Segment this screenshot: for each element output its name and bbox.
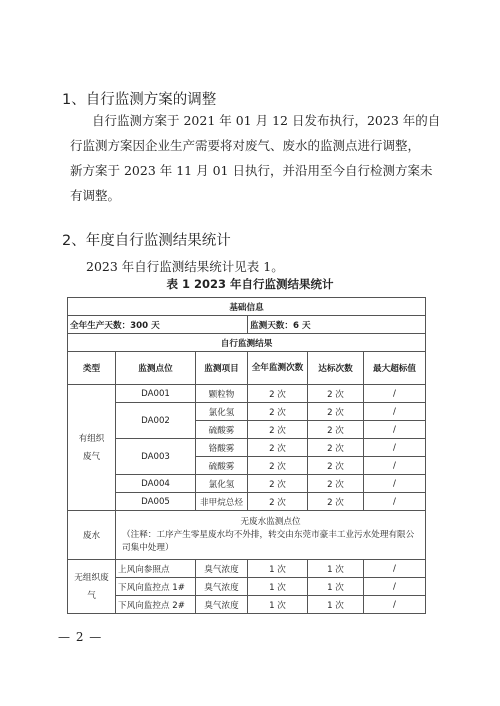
page-number: — 2 — [58, 630, 103, 644]
col-header-item: 监测项目 [196, 352, 248, 385]
pass-cell: 1 次 [308, 578, 364, 596]
times-cell: 2 次 [248, 421, 308, 439]
point-da001: DA001 [116, 385, 196, 403]
table-row [68, 385, 426, 403]
col-header-max: 最大超标值 [364, 352, 426, 385]
max-cell: / [364, 439, 426, 457]
point-downwind-1: 下风向监控点 1# [116, 578, 196, 596]
item-cell: 氯化氢 [196, 475, 248, 493]
section-2-intro: 2023 年自行监测结果统计见表 1。 [86, 259, 284, 274]
type-organized: 有组织废气 [68, 385, 116, 511]
wastewater-note-line-1: 无废水监测点位 [240, 516, 301, 527]
point-upwind: 上风向参照点 [116, 560, 196, 578]
table-row [68, 439, 426, 457]
item-cell: 臭气浓度 [196, 560, 248, 578]
pass-cell: 2 次 [308, 385, 364, 403]
col-header-pass: 达标次数 [308, 352, 364, 385]
times-cell: 2 次 [248, 439, 308, 457]
point-downwind-2: 下风向监控点 2# [116, 596, 196, 614]
max-cell: / [364, 560, 426, 578]
results-table [67, 297, 426, 614]
times-cell: 2 次 [248, 385, 308, 403]
item-cell: 颗粒物 [196, 385, 248, 403]
section-1-line-4: 有调整。 [70, 188, 121, 203]
max-cell: / [364, 578, 426, 596]
point-da005: DA005 [116, 493, 196, 511]
table-row [68, 316, 426, 334]
section-1-heading: 1、自行监测方案的调整 [62, 92, 217, 108]
basic-info-header: 基础信息 [68, 298, 426, 316]
monitoring-days: 监测天数：6 天 [248, 316, 426, 334]
pass-cell: 2 次 [308, 457, 364, 475]
table-row [68, 298, 426, 316]
pass-cell: 1 次 [308, 560, 364, 578]
table-row [68, 403, 426, 421]
section-1-line-2: 行监测方案因企业生产需要将对废气、废水的监测点进行调整， [70, 138, 421, 153]
point-da004: DA004 [116, 475, 196, 493]
point-da003: DA003 [116, 439, 196, 475]
pass-cell: 2 次 [308, 421, 364, 439]
production-days: 全年生产天数：300 天 [68, 316, 248, 334]
pass-cell: 2 次 [308, 493, 364, 511]
item-cell: 氯化氢 [196, 403, 248, 421]
item-cell: 臭气浓度 [196, 578, 248, 596]
point-da002: DA002 [116, 403, 196, 439]
max-cell: / [364, 421, 426, 439]
times-cell: 2 次 [248, 457, 308, 475]
results-header: 自行监测结果 [68, 334, 426, 352]
section-1-line-3: 新方案于 2023 年 11 月 01 日执行，并沿用至今自行检测方案未 [70, 163, 433, 178]
times-cell: 1 次 [248, 560, 308, 578]
table-header-row [68, 352, 426, 385]
section-2-heading: 2、年度自行监测结果统计 [62, 233, 231, 249]
item-cell: 非甲烷总烃 [196, 493, 248, 511]
pass-cell: 2 次 [308, 439, 364, 457]
times-cell: 1 次 [248, 578, 308, 596]
times-cell: 1 次 [248, 596, 308, 614]
times-cell: 2 次 [248, 475, 308, 493]
item-cell: 铬酸雾 [196, 439, 248, 457]
wastewater-note-line-2: （注释：工序产生零星废水均不外排，转交由东莞市豪丰工业污水处理有限公司集中处理） [122, 529, 415, 553]
col-header-type: 类型 [68, 352, 116, 385]
max-cell: / [364, 493, 426, 511]
pass-cell: 2 次 [308, 403, 364, 421]
col-header-times: 全年监测次数 [248, 352, 308, 385]
table-row [68, 578, 426, 596]
table-row [68, 511, 426, 560]
table-row [68, 560, 426, 578]
table-title: 表 1 2023 年自行监测结果统计 [166, 277, 334, 291]
item-cell: 硫酸雾 [196, 457, 248, 475]
table-row [68, 596, 426, 614]
max-cell: / [364, 475, 426, 493]
col-header-point: 监测点位 [116, 352, 196, 385]
type-wastewater: 废水 [68, 511, 116, 560]
table-row [68, 334, 426, 352]
table-row [68, 475, 426, 493]
max-cell: / [364, 385, 426, 403]
item-cell: 硫酸雾 [196, 421, 248, 439]
max-cell: / [364, 457, 426, 475]
max-cell: / [364, 596, 426, 614]
max-cell: / [364, 403, 426, 421]
pass-cell: 1 次 [308, 596, 364, 614]
table-row [68, 493, 426, 511]
type-fugitive: 无组织废气 [68, 560, 116, 614]
pass-cell: 2 次 [308, 475, 364, 493]
wastewater-note [116, 511, 426, 560]
times-cell: 2 次 [248, 403, 308, 421]
section-1-line-1: 自行监测方案于 2021 年 01 月 12 日发布执行，2023 年的自 [92, 113, 441, 128]
times-cell: 2 次 [248, 493, 308, 511]
item-cell: 臭气浓度 [196, 596, 248, 614]
